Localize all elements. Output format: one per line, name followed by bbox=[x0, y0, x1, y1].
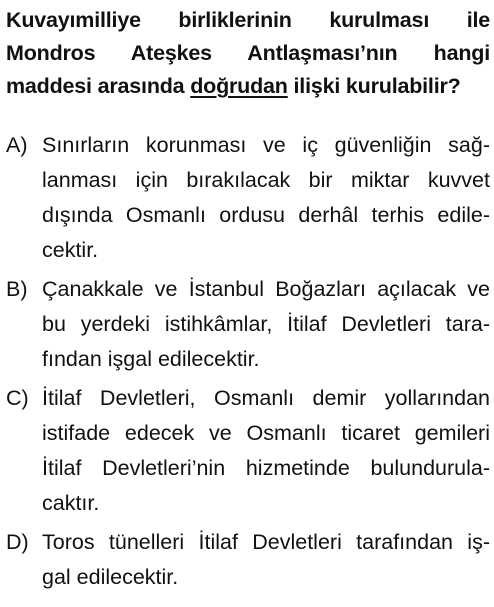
option-line: bu yerdeki istihkâmlar, İtilaf Devletleri tara- bbox=[42, 312, 490, 336]
question-line: Kuvayımilliye birliklerinin kurulması ile bbox=[6, 8, 490, 32]
question-text bbox=[6, 4, 490, 103]
option-letter: C) bbox=[6, 386, 29, 410]
option-letter: A) bbox=[6, 133, 28, 157]
question-line: Mondros Ateşkes Antlaşması’nın hangi bbox=[6, 41, 490, 65]
option-line: Sınırların korunması ve iç güvenliğin sağ- bbox=[42, 133, 490, 157]
option-text bbox=[42, 272, 490, 377]
option-letter: B) bbox=[6, 277, 28, 301]
option-line: Toros tünelleri İtilaf Devletleri tarafından iş- bbox=[42, 530, 490, 554]
option-line: cektir. bbox=[42, 238, 99, 262]
option-text bbox=[42, 381, 490, 521]
option-line: istifade edecek ve Osmanlı ticaret gemileri bbox=[42, 421, 490, 445]
option-line: İtilaf Devletleri, Osmanlı demir yollarından bbox=[42, 386, 490, 410]
option-text bbox=[42, 128, 490, 268]
option-line: fından işgal edilecektir. bbox=[42, 347, 260, 371]
answer-options bbox=[6, 128, 490, 599]
option-b[interactable] bbox=[6, 272, 490, 377]
option-a[interactable] bbox=[6, 128, 490, 268]
option-d[interactable] bbox=[6, 525, 490, 595]
option-c[interactable] bbox=[6, 381, 490, 521]
question-line-start: maddesi arasında bbox=[6, 74, 191, 98]
question-line-end: ilişki kurulabilir? bbox=[287, 74, 461, 98]
option-line: gal edilecektir. bbox=[42, 565, 179, 589]
option-line: Çanakkale ve İstanbul Boğazları açılacak ve bbox=[42, 277, 490, 301]
option-letter: D) bbox=[6, 530, 29, 554]
option-line: dışında Osmanlı ordusu derhâl terhis edile- bbox=[42, 203, 490, 227]
question-line bbox=[6, 70, 490, 103]
option-line: lanması için bırakılacak bir miktar kuvvet bbox=[42, 168, 490, 192]
option-text bbox=[42, 525, 490, 595]
option-line: İtilaf Devletleri’nin hizmetinde bulundurula- bbox=[42, 456, 490, 480]
emphasized-word: doğrudan bbox=[190, 74, 288, 98]
option-line: caktır. bbox=[42, 491, 100, 515]
